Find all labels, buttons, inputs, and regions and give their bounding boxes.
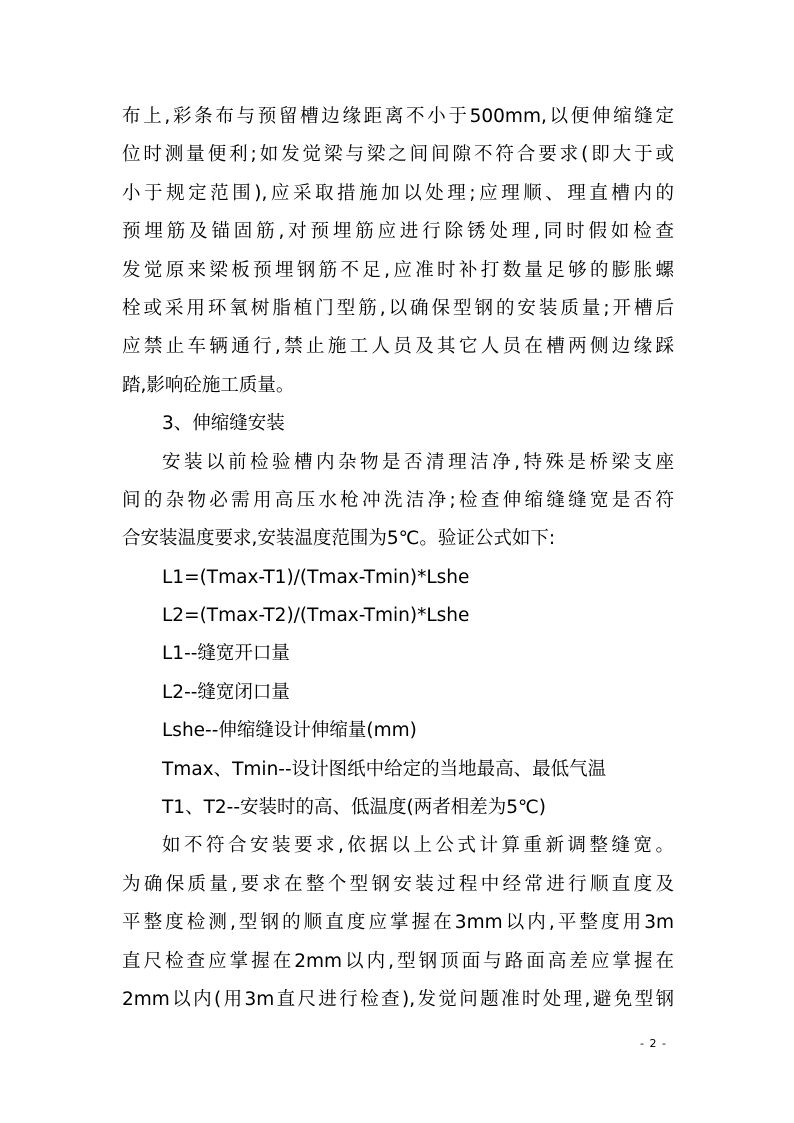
- text-line-7: 应禁止车辆通行,禁止施工人员及其它人员在槽两侧边缘踩: [122, 336, 674, 358]
- text-line-1: 布上,彩条布与预留槽边缘距离不小于500mm,以便伸缩缝定: [122, 106, 674, 127]
- definition-l1: L1--缝宽开口量: [162, 643, 290, 665]
- definition-tmax-tmin: Tmax、Tmin--设计图纸中给定的当地最高、最低气温: [162, 758, 607, 780]
- text-line-23: 直尺检查应掌握在2mm以内,型钢顶面与路面高差应掌握在: [122, 950, 674, 972]
- section-heading: 3、伸缩缝安装: [162, 413, 285, 435]
- document-body: [122, 98, 674, 1019]
- definition-t1-t2: T1、T2--安装时的高、低温度(两者相差为5℃): [162, 797, 546, 819]
- text-line-20: 如不符合安装要求,依据以上公式计算重新调整缝宽。: [162, 835, 674, 857]
- text-line-2: 位时测量便利;如发觉梁与梁之间间隙不符合要求(即大于或: [122, 144, 674, 166]
- formula-l1: L1=(Tmax-T1)/(Tmax-Tmin)*Lshe: [162, 566, 470, 588]
- text-line-4: 预埋筋及锚固筋,对预埋筋应进行除锈处理,同时假如检查: [122, 221, 674, 243]
- text-line-22: 平整度检测,型钢的顺直度应掌握在3mm以内,平整度用3m: [122, 912, 674, 934]
- definition-lshe: Lshe--伸缩缝设计伸缩量(mm): [162, 720, 417, 742]
- text-line-8: 踏,影响砼施工质量。: [122, 374, 295, 396]
- text-line-24: 2mm以内(用3m直尺进行检查),发觉问题准时处理,避免型钢: [122, 988, 674, 1010]
- definition-l2: L2--缝宽闭口量: [162, 681, 290, 703]
- text-line-3: 小于规定范围),应采取措施加以处理;应理顺、理直槽内的: [122, 182, 674, 204]
- text-line-11: 间的杂物必需用高压水枪冲洗洁净;检查伸缩缝缝宽是否符: [122, 489, 674, 511]
- text-line-12: 合安装温度要求,安装温度范围为5℃。验证公式如下:: [122, 528, 556, 550]
- text-line-21: 为确保质量,要求在整个型钢安装过程中经常进行顺直度及: [122, 873, 674, 895]
- text-line-6: 栓或采用环氧树脂植门型筋,以确保型钢的安装质量;开槽后: [122, 297, 674, 319]
- formula-l2: L2=(Tmax-T2)/(Tmax-Tmin)*Lshe: [162, 605, 470, 627]
- text-line-10: 安装以前检验槽内杂物是否清理洁净,特殊是桥梁支座: [162, 451, 674, 473]
- text-line-5: 发觉原来梁板预埋钢筋不足,应准时补打数量足够的膨胀螺: [122, 259, 674, 281]
- page-number: - 2 -: [640, 1037, 667, 1050]
